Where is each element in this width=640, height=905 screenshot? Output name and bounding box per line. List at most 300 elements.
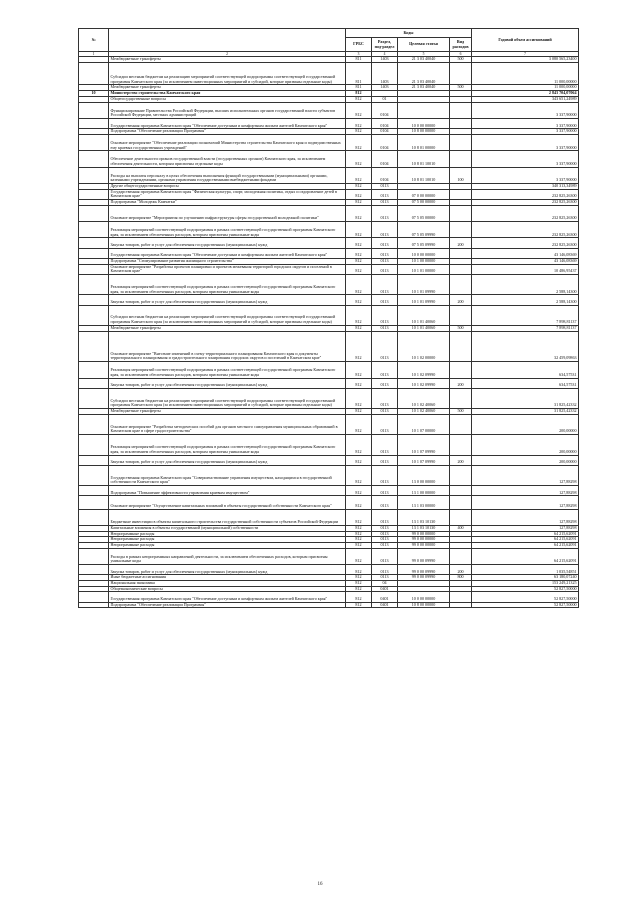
row-section: 0113: [372, 189, 398, 199]
row-target: 21 3 03 40040: [398, 57, 450, 63]
row-grbs: 812: [346, 97, 372, 103]
row-kind: 500: [450, 85, 472, 91]
row-number: [79, 602, 109, 608]
row-name: Закупка товаров, работ и услуг для обеспечения государственных (муниципальных) нужд: [109, 455, 346, 465]
table-row: [79, 264, 579, 274]
row-section: 1403: [372, 62, 398, 84]
row-grbs: 812: [346, 102, 372, 118]
row-section: 0113: [372, 565, 398, 575]
row-amount: 63 180,07240: [472, 575, 579, 581]
row-name: Общегосударственные вопросы: [109, 97, 346, 103]
row-target: 10 0 00 00000: [398, 248, 450, 258]
row-kind: 200: [450, 455, 472, 465]
table-row: [79, 151, 579, 167]
row-amount: 127,88298: [472, 486, 579, 496]
row-target: 21 3 03 40040: [398, 62, 450, 84]
row-section: 0113: [372, 455, 398, 465]
row-target: 10 8 01 10010: [398, 151, 450, 167]
row-number: [79, 378, 109, 388]
row-number: [79, 295, 109, 305]
row-section: 0113: [372, 409, 398, 415]
row-amount: 52 827,50000: [472, 586, 579, 592]
row-kind: [450, 135, 472, 151]
row-grbs: 812: [346, 509, 372, 525]
row-number: [79, 151, 109, 167]
table-row: [79, 509, 579, 525]
row-name: Подпрограмма "Молодежь Камчатки": [109, 200, 346, 206]
row-name: Закупка товаров, работ и услуг для обеспечения государственных (муниципальных) нужд: [109, 295, 346, 305]
row-name: Подпрограмма "Стимулирование развития жилищного строительства": [109, 258, 346, 264]
row-kind: [450, 331, 472, 362]
row-name: Реализация мероприятий соответствующей подпрограммы в рамках соответствующей государственной программы Камчатского края, за исключением обеспеченных расходов, которым присвоены уникальные коды: [109, 362, 346, 378]
row-section: 1403: [372, 57, 398, 63]
row-amount: 1 035,54851: [472, 565, 579, 575]
index-cell: 1: [79, 52, 109, 57]
row-name: Национальная экономика: [109, 580, 346, 586]
index-cell: 3: [346, 52, 372, 57]
row-grbs: 812: [346, 580, 372, 586]
row-target: 10 1 02 09990: [398, 378, 450, 388]
row-name: Расходы в рамках непрограммных направлений деятельности, за исключением обеспеченных расходов, которым присвоены уникальные коды: [109, 548, 346, 564]
row-amount: 153 249,21325: [472, 580, 579, 586]
row-number: [79, 205, 109, 221]
table-row: [79, 222, 579, 238]
row-name: Реализация мероприятий соответствующей подпрограммы в рамках соответствующей государственной программы Камчатского края, за исключением обеспеченных расходов, которым присвоены уникальные коды: [109, 274, 346, 294]
row-section: 0104: [372, 102, 398, 118]
row-kind: [450, 305, 472, 325]
row-section: 0113: [372, 531, 398, 537]
row-amount: 3 337,90000: [472, 119, 579, 129]
row-grbs: 812: [346, 129, 372, 135]
row-amount: 3 337,90000: [472, 167, 579, 183]
row-section: 0113: [372, 184, 398, 190]
row-grbs: 812: [346, 435, 372, 455]
row-name: Закупка товаров, работ и услуг для обеспечения государственных (муниципальных) нужд: [109, 378, 346, 388]
row-section: 0113: [372, 378, 398, 388]
table-row: [79, 205, 579, 221]
index-cell: 2: [109, 52, 346, 57]
table-row: [79, 305, 579, 325]
row-number: [79, 119, 109, 129]
row-amount: 2 588,14300: [472, 274, 579, 294]
row-number: [79, 238, 109, 248]
row-grbs: 812: [346, 184, 372, 190]
row-section: 0113: [372, 200, 398, 206]
row-grbs: 812: [346, 378, 372, 388]
row-grbs: 811: [346, 62, 372, 84]
row-grbs: 812: [346, 151, 372, 167]
row-target: 07 5 00 00000: [398, 200, 450, 206]
row-number: [79, 486, 109, 496]
row-section: 0113: [372, 486, 398, 496]
row-target: 99 0 00 09990: [398, 575, 450, 581]
row-amount: 3 080 565,23400: [472, 57, 579, 63]
row-section: 0104: [372, 135, 398, 151]
row-amount: 32 459,09863: [472, 331, 579, 362]
row-number: [79, 274, 109, 294]
index-cell: 5: [398, 52, 450, 57]
row-section: 0104: [372, 119, 398, 129]
row-name: Основное мероприятие "Разработка проектов планировки и проектов межевания территорий городских округов и поселений в Камчатском крае": [109, 264, 346, 274]
row-grbs: 812: [346, 331, 372, 362]
row-amount: 232 825,26300: [472, 222, 579, 238]
row-grbs: 812: [346, 525, 372, 531]
row-target: 10 1 02 09990: [398, 362, 450, 378]
row-amount: 200,00000: [472, 435, 579, 455]
row-name: Подпрограмма "Обеспечение реализации Программы": [109, 602, 346, 608]
row-kind: [450, 592, 472, 602]
row-amount: 634,57531: [472, 362, 579, 378]
document-page: [78, 28, 578, 608]
row-section: 0113: [372, 325, 398, 331]
row-grbs: 811: [346, 85, 372, 91]
row-target: 10 8 01 00000: [398, 135, 450, 151]
row-amount: 127,88298: [472, 496, 579, 509]
row-target: 10 1 01 40060: [398, 325, 450, 331]
row-target: 10 1 01 40060: [398, 305, 450, 325]
table-row: [79, 602, 579, 608]
row-amount: 2 843 704,07064: [472, 91, 579, 97]
row-section: 0113: [372, 274, 398, 294]
row-amount: 64 215,62091: [472, 543, 579, 549]
row-name: Общеэкономические вопросы: [109, 586, 346, 592]
row-kind: [450, 414, 472, 434]
row-name: Министерство строительства Камчатского края: [109, 91, 346, 97]
row-kind: 200: [450, 295, 472, 305]
row-amount: 64 215,62091: [472, 548, 579, 564]
row-name: Субсидии местным бюджетам на реализацию мероприятий соответствующей подпрограммы соответствующей государственной программы Камчатского края (за исключением инвестиционных мероприятий и субсидий, которые призваны отдельные коды): [109, 388, 346, 408]
row-amount: 3 337,90000: [472, 102, 579, 118]
row-name: Основное мероприятие "Мероприятия по улучшению инфраструктуры сферы государственной молодежной политики": [109, 205, 346, 221]
row-name: Основное мероприятие "Разработка методических пособий для органов местного самоуправления муниципальных образований в Камчатском крае в сфере градостроительства": [109, 414, 346, 434]
row-grbs: 812: [346, 295, 372, 305]
row-number: [79, 496, 109, 509]
row-name: Государственная программа Камчатского края "Совершенствование управления имуществом, находящимся в государственной собственности Камчатского края": [109, 465, 346, 485]
row-kind: [450, 205, 472, 221]
row-grbs: 812: [346, 602, 372, 608]
table-row: [79, 548, 579, 564]
header-name: [109, 29, 346, 52]
table-row: [79, 295, 579, 305]
row-target: 99 0 00 00000: [398, 537, 450, 543]
row-amount: 64 215,62091: [472, 531, 579, 537]
row-name: Закупка товаров, работ и услуг для обеспечения государственных (муниципальных) нужд: [109, 565, 346, 575]
row-amount: 200,00000: [472, 455, 579, 465]
row-grbs: 812: [346, 537, 372, 543]
row-grbs: 812: [346, 531, 372, 537]
row-target: 07 5 05 09990: [398, 238, 450, 248]
row-name: Основное мероприятие "Осуществление капитальных вложений в объекты государственной собственности Камчатского края": [109, 496, 346, 509]
table-row: [79, 62, 579, 84]
row-grbs: 812: [346, 167, 372, 183]
row-section: 0113: [372, 575, 398, 581]
row-number: [79, 248, 109, 258]
table-row: [79, 455, 579, 465]
row-kind: [450, 102, 472, 118]
index-cell: 6: [450, 52, 472, 57]
row-amount: 3 337,90000: [472, 129, 579, 135]
table-row: [79, 565, 579, 575]
row-section: 0113: [372, 305, 398, 325]
row-amount: 7 898,81137: [472, 305, 579, 325]
row-amount: 43 146,08369: [472, 258, 579, 264]
row-name: Государственная программа Камчатского края "Обеспечение доступным и комфортным жильем жителей Камчатского края": [109, 592, 346, 602]
header-amount: Годовой объем ассигнований: [472, 29, 579, 52]
row-grbs: 812: [346, 305, 372, 325]
row-amount: 31 825,42332: [472, 409, 579, 415]
row-amount: 52 827,50000: [472, 602, 579, 608]
row-target: 13 1 03 10130: [398, 509, 450, 525]
row-number: [79, 455, 109, 465]
table-row: [79, 435, 579, 455]
row-number: [79, 189, 109, 199]
row-amount: 232 825,26300: [472, 189, 579, 199]
row-grbs: 812: [346, 586, 372, 592]
row-kind: [450, 274, 472, 294]
row-amount: 43 146,08369: [472, 248, 579, 258]
row-section: 0113: [372, 331, 398, 362]
row-number: [79, 222, 109, 238]
row-target: 99 0 00 09990: [398, 565, 450, 575]
row-target: 13 1 03 00000: [398, 496, 450, 509]
table-row: [79, 119, 579, 129]
row-grbs: 812: [346, 258, 372, 264]
row-target: [398, 102, 450, 118]
row-grbs: 812: [346, 325, 372, 331]
row-kind: 200: [450, 378, 472, 388]
row-section: 0113: [372, 222, 398, 238]
row-number: [79, 362, 109, 378]
row-amount: 127,88298: [472, 509, 579, 525]
row-target: 10 1 02 00000: [398, 331, 450, 362]
row-name: Подпрограмма "Обеспечение реализации Программы": [109, 129, 346, 135]
row-name: Реализация мероприятий соответствующей подпрограммы в рамках соответствующей государственной программы Камчатского края, за исключением обеспеченных расходов, которым присвоены уникальные коды: [109, 222, 346, 238]
row-section: 0113: [372, 525, 398, 531]
index-cell: 7: [472, 52, 579, 57]
row-section: 0113: [372, 543, 398, 549]
row-section: 0113: [372, 238, 398, 248]
row-target: 07 5 05 09990: [398, 222, 450, 238]
table-row: [79, 362, 579, 378]
row-number: [79, 305, 109, 325]
row-target: 21 3 03 40040: [398, 85, 450, 91]
row-grbs: 812: [346, 548, 372, 564]
row-name: Закупка товаров, работ и услуг для обеспечения государственных (муниципальных) нужд: [109, 238, 346, 248]
row-amount: 200,00000: [472, 414, 579, 434]
header-grbs: ГРБС: [346, 38, 372, 52]
row-kind: [450, 486, 472, 496]
row-kind: [450, 388, 472, 408]
row-grbs: 812: [346, 200, 372, 206]
row-name: Бюджетные инвестиции в объекты капитального строительства государственной собственности субъектов Российской Федерации: [109, 509, 346, 525]
row-name: Другие общегосударственные вопросы: [109, 184, 346, 190]
row-name: Межбюджетные трансферты: [109, 325, 346, 331]
row-kind: [450, 435, 472, 455]
row-grbs: 812: [346, 543, 372, 549]
row-amount: 64 215,62091: [472, 537, 579, 543]
row-target: 10 1 02 40060: [398, 388, 450, 408]
row-kind: 500: [450, 57, 472, 63]
row-amount: 7 898,81137: [472, 325, 579, 331]
row-target: 07 0 00 00000: [398, 189, 450, 199]
row-grbs: 812: [346, 248, 372, 258]
table-row: [79, 592, 579, 602]
row-name: Расходы на выплаты персоналу в целях обеспечения выполнения функций государственными (муниципальными) органами, казенными учреждениями, органами управления государственными внебюджетными фондами: [109, 167, 346, 183]
row-grbs: 812: [346, 388, 372, 408]
table-row: [79, 414, 579, 434]
row-kind: [450, 496, 472, 509]
row-number: [79, 264, 109, 274]
page-number: 16: [317, 882, 323, 887]
row-kind: [450, 248, 472, 258]
row-kind: 800: [450, 575, 472, 581]
row-kind: [450, 362, 472, 378]
row-name: Подпрограмма "Повышение эффективности управления краевым имуществом": [109, 486, 346, 496]
row-name: Субсидии местным бюджетам на реализацию мероприятий соответствующей подпрограммы соответствующей государственной программы Камчатского края (за исключением инвестиционных мероприятий и субсидий, которые призваны отдельные коды): [109, 62, 346, 84]
row-target: 10 1 07 09990: [398, 455, 450, 465]
row-section: 0401: [372, 602, 398, 608]
row-kind: 400: [450, 525, 472, 531]
table-row: [79, 331, 579, 362]
row-target: 10 0 00 00000: [398, 119, 450, 129]
row-number: [79, 565, 109, 575]
row-section: 0113: [372, 362, 398, 378]
row-name: Государственная программа Камчатского края "Физическая культура, спорт, молодежная политика, отдых и оздоровление детей в Камчатском крае": [109, 189, 346, 199]
row-kind: 100: [450, 167, 472, 183]
row-target: 13 0 00 00000: [398, 465, 450, 485]
row-section: 0113: [372, 205, 398, 221]
row-grbs: 812: [346, 575, 372, 581]
row-target: 10 1 01 00000: [398, 264, 450, 274]
row-name: Функционирование Правительства Российской Федерации, высших исполнительных органов государственной власти субъектов Российской Федерации, местных администраций: [109, 102, 346, 118]
row-target: 10 8 00 00000: [398, 602, 450, 608]
row-target: 10 0 00 00000: [398, 592, 450, 602]
row-kind: [450, 264, 472, 274]
row-section: 0113: [372, 548, 398, 564]
budget-table: [78, 28, 579, 608]
row-target: 99 0 00 00000: [398, 543, 450, 549]
row-grbs: 812: [346, 205, 372, 221]
row-section: 0113: [372, 388, 398, 408]
row-section: 04: [372, 580, 398, 586]
row-kind: 200: [450, 565, 472, 575]
row-name: Реализация мероприятий соответствующей подпрограммы в рамках соответствующей государственной программы Камчатского края, за исключением обеспеченных расходов, которым присвоены уникальные коды: [109, 435, 346, 455]
row-section: 01: [372, 97, 398, 103]
table-row: [79, 378, 579, 388]
row-name: Непрограммные расходы: [109, 537, 346, 543]
row-target: 10 1 07 00000: [398, 414, 450, 434]
row-name: Субсидии местным бюджетам на реализацию мероприятий соответствующей подпрограммы соответствующей государственной программы Камчатского края (за исключением инвестиционных мероприятий и субсидий, которые призваны отдельные коды): [109, 305, 346, 325]
row-target: 13 1 00 00000: [398, 486, 450, 496]
row-section: 0113: [372, 435, 398, 455]
row-grbs: 812: [346, 264, 372, 274]
row-target: 13 1 03 10130: [398, 525, 450, 531]
row-section: 0104: [372, 129, 398, 135]
table-row: [79, 248, 579, 258]
row-target: 10 1 07 09990: [398, 435, 450, 455]
row-grbs: 812: [346, 455, 372, 465]
row-section: 0113: [372, 295, 398, 305]
row-number: [79, 435, 109, 455]
row-section: 0113: [372, 537, 398, 543]
row-grbs: 812: [346, 91, 372, 97]
header-kind: Вид расходов: [450, 38, 472, 52]
row-kind: [450, 151, 472, 167]
row-target: 07 5 05 00000: [398, 205, 450, 221]
row-name: Основное мероприятие "Обеспечение реализации полномочий Министерства строительства Камчатского края и подведомственных ему краевых государственных учреждений": [109, 135, 346, 151]
row-grbs: 812: [346, 414, 372, 434]
row-amount: 127,88298: [472, 465, 579, 485]
row-grbs: 811: [346, 57, 372, 63]
header-target: Целевая статья: [398, 38, 450, 52]
row-target: 10 8 00 00000: [398, 129, 450, 135]
row-grbs: 812: [346, 119, 372, 129]
row-kind: [450, 465, 472, 485]
row-target: 10 1 02 40060: [398, 409, 450, 415]
row-kind: [450, 602, 472, 608]
row-amount: 11 000,00000: [472, 85, 579, 91]
row-amount: 340 313,34989: [472, 184, 579, 190]
table-row: [79, 496, 579, 509]
row-number: [79, 62, 109, 84]
row-grbs: 812: [346, 486, 372, 496]
row-name: Межбюджетные трансферты: [109, 57, 346, 63]
row-section: 0113: [372, 509, 398, 525]
row-number: [79, 509, 109, 525]
row-name: Межбюджетные трансферты: [109, 85, 346, 91]
row-kind: [450, 62, 472, 84]
header-section: Раздел, под-раздел: [372, 38, 398, 52]
row-number: [79, 414, 109, 434]
row-name: Основное мероприятие "Внесение изменений в схему территориального планирования Камчатского края и документы территориального планирования и градостроительного зонирования городских округов и поселений в Камчатском крае": [109, 331, 346, 362]
row-section: 0113: [372, 465, 398, 485]
header-codes: Коды: [346, 29, 472, 38]
row-amount: 232 825,26300: [472, 205, 579, 221]
table-body: [79, 57, 579, 608]
row-kind: [450, 548, 472, 564]
row-grbs: 812: [346, 592, 372, 602]
row-amount: 52 827,50000: [472, 592, 579, 602]
row-section: 1403: [372, 85, 398, 91]
row-kind: 200: [450, 238, 472, 248]
row-target: 10 1 01 09990: [398, 274, 450, 294]
row-section: 0113: [372, 248, 398, 258]
row-name: Иные бюджетные ассигнования: [109, 575, 346, 581]
row-grbs: 812: [346, 189, 372, 199]
row-grbs: 812: [346, 362, 372, 378]
row-section: 0113: [372, 414, 398, 434]
row-section: 0113: [372, 496, 398, 509]
row-amount: 2 588,14300: [472, 295, 579, 305]
row-kind: 500: [450, 325, 472, 331]
row-name: Государственная программа Камчатского края "Обеспечение доступным и комфортным жильем жителей Камчатского края": [109, 119, 346, 129]
row-kind: [450, 509, 472, 525]
table-row: [79, 388, 579, 408]
row-grbs: 812: [346, 135, 372, 151]
header-num: №: [79, 29, 109, 52]
row-name: Межбюджетные трансферты: [109, 409, 346, 415]
row-amount: 343 651,24989: [472, 97, 579, 103]
row-name: Непрограммные расходы: [109, 531, 346, 537]
row-target: 99 0 00 00000: [398, 531, 450, 537]
table-row: [79, 238, 579, 248]
row-section: 0401: [372, 586, 398, 592]
row-grbs: 812: [346, 274, 372, 294]
row-amount: 3 337,90000: [472, 151, 579, 167]
table-row: [79, 486, 579, 496]
row-grbs: 812: [346, 465, 372, 485]
row-number: [79, 102, 109, 118]
